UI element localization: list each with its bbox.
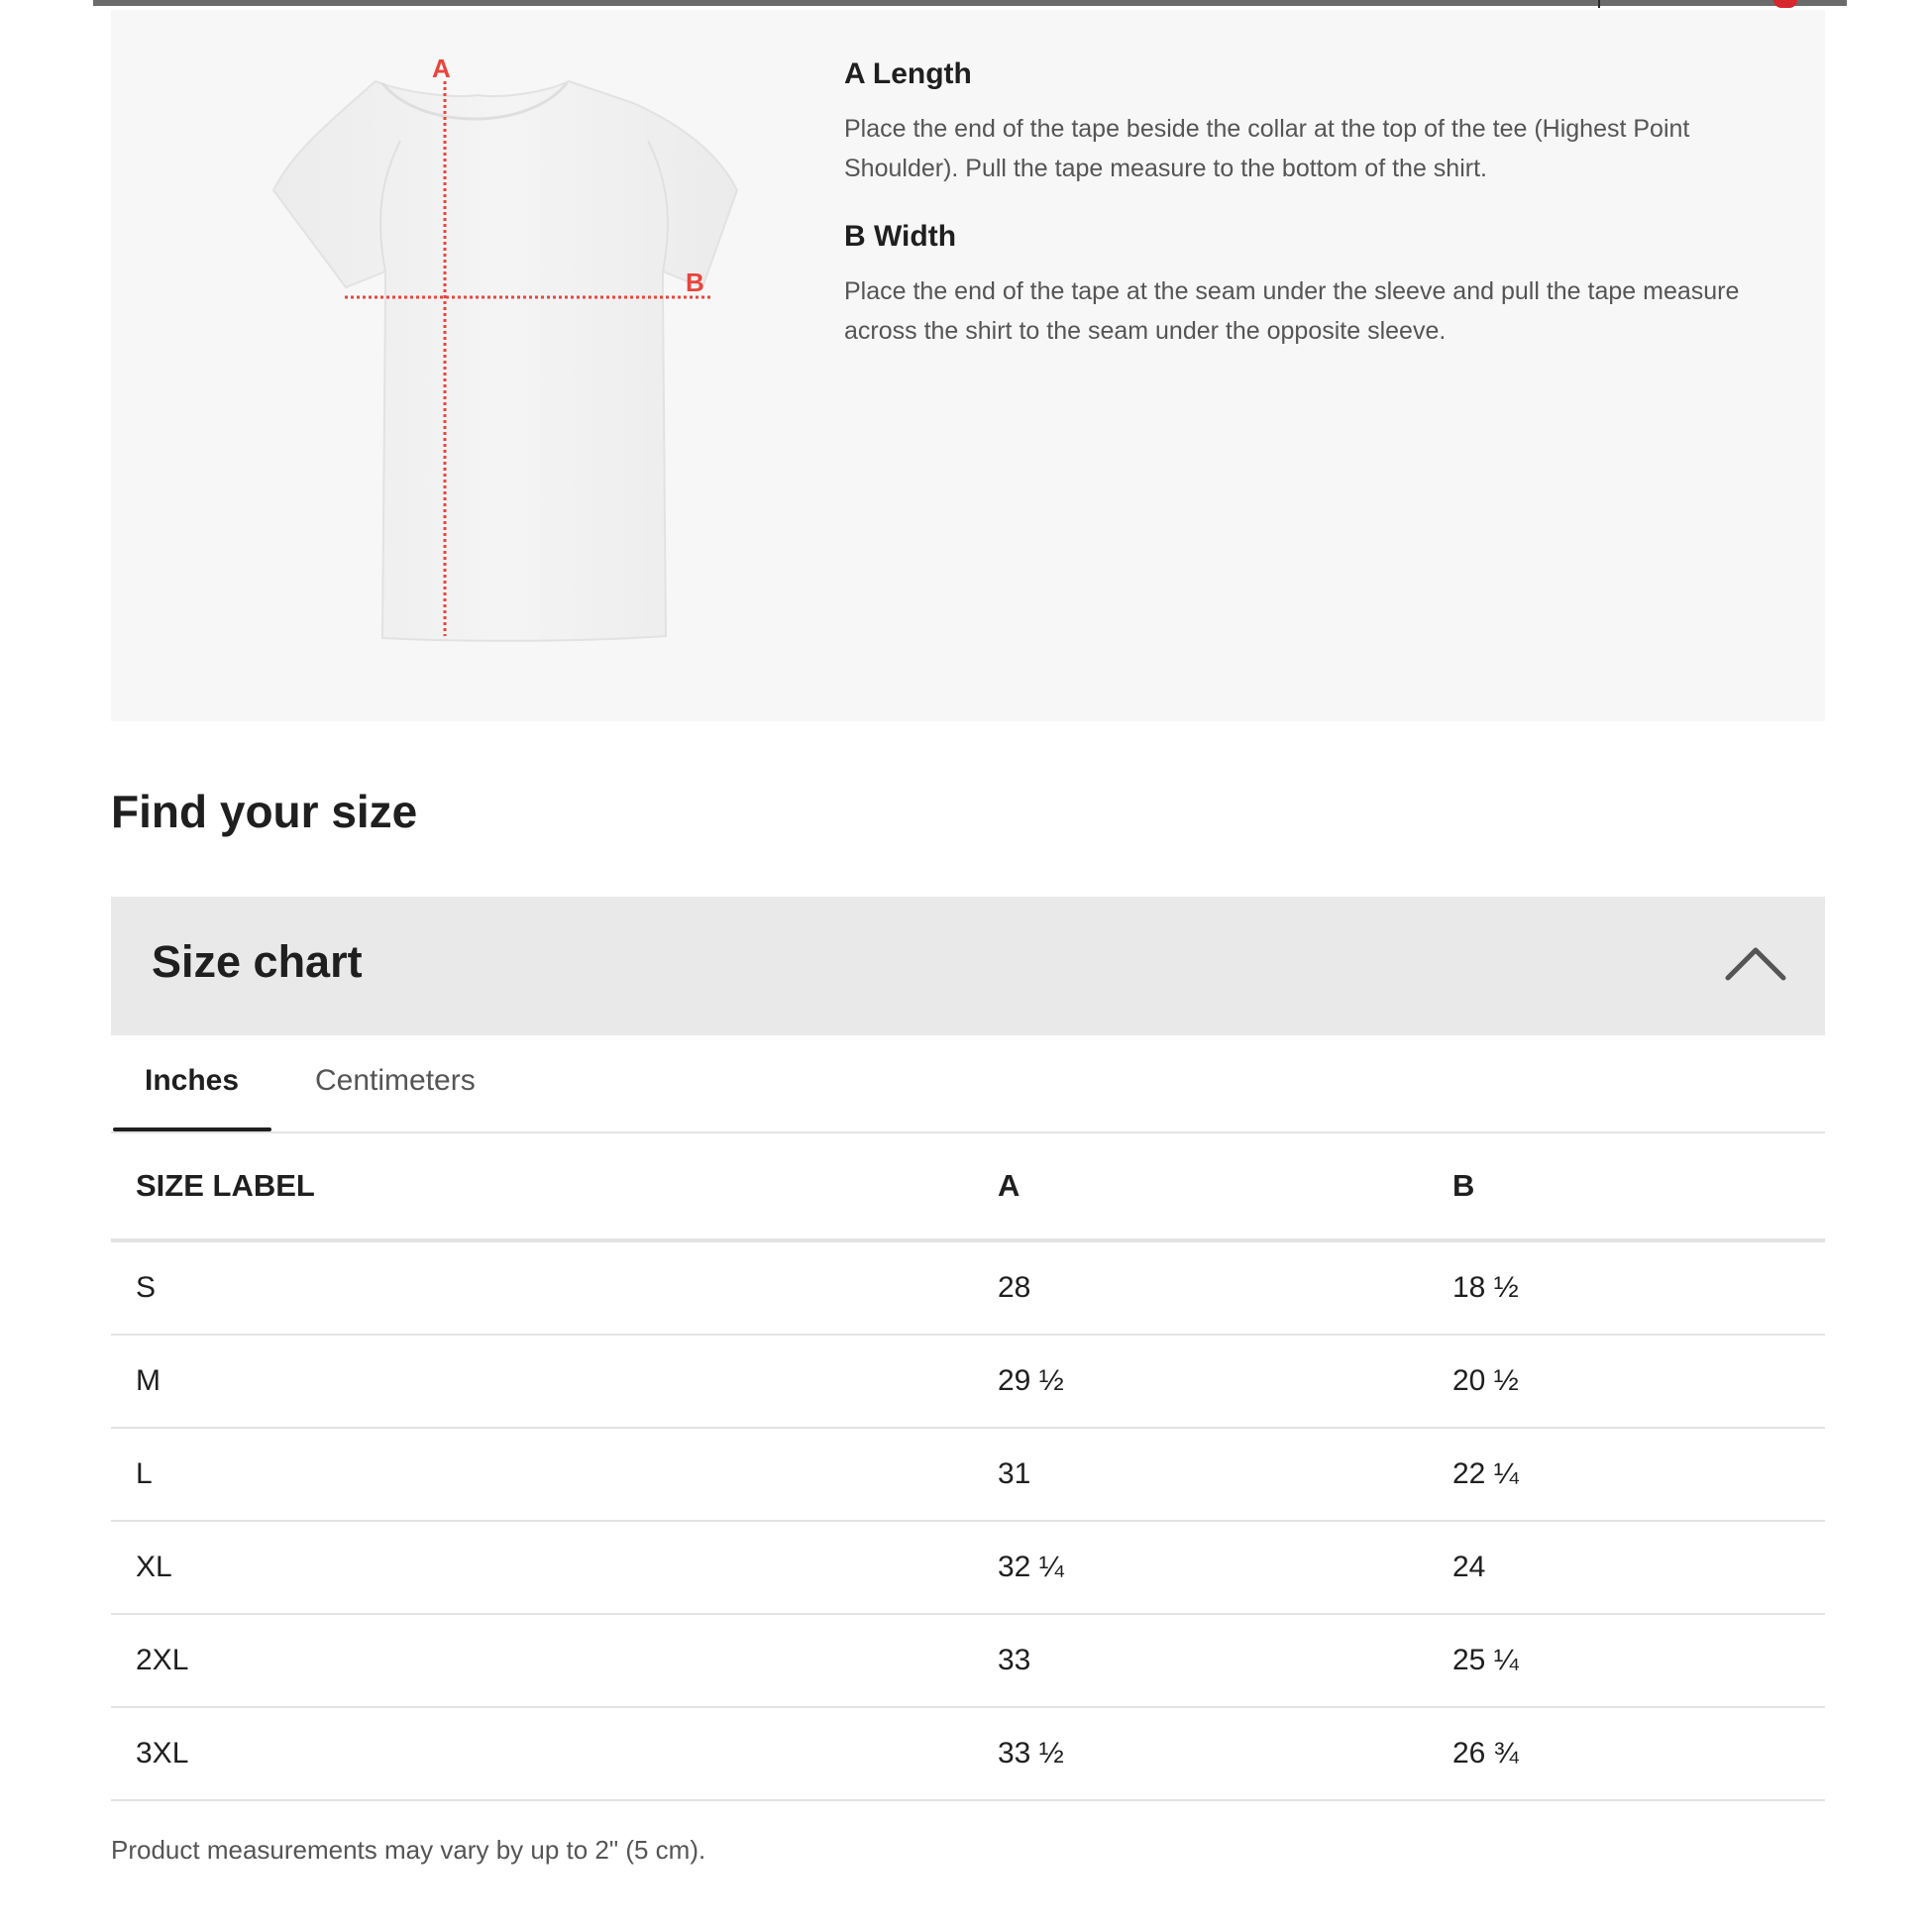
measurement-a-cell: 33 ½	[973, 1707, 1428, 1800]
column-header-a: A	[973, 1133, 1428, 1240]
measurement-instructions	[844, 57, 1766, 382]
top-scrollbar-track	[93, 0, 1847, 6]
measurement-b-cell: 20 ½	[1428, 1335, 1825, 1428]
tab-inches[interactable]: Inches	[145, 1064, 240, 1097]
measurement-a-cell: 32 ¼	[973, 1521, 1428, 1614]
chevron-up-icon[interactable]	[1724, 940, 1787, 984]
measurement-b-cell: 25 ¼	[1428, 1614, 1825, 1707]
label-b: B	[686, 268, 704, 297]
measurement-b-cell: 24	[1428, 1521, 1825, 1614]
size-chart-accordion-header[interactable]	[111, 897, 1825, 1035]
column-header-size-label: SIZE LABEL	[111, 1133, 973, 1240]
measurement-a-cell: 29 ½	[973, 1335, 1428, 1428]
tshirt-icon	[162, 42, 797, 676]
measurement-a-cell: 28	[973, 1240, 1428, 1335]
unit-tabs	[111, 1036, 1825, 1133]
measurement-b-cell: 22 ¼	[1428, 1428, 1825, 1521]
measurement-a-cell: 33	[973, 1614, 1428, 1707]
size-label-cell: M	[111, 1335, 973, 1428]
measurement-b-title: B Width	[844, 220, 957, 253]
column-header-b: B	[1428, 1133, 1825, 1240]
table-row	[111, 1521, 1825, 1614]
measurement-a-cell: 31	[973, 1428, 1428, 1521]
top-divider	[1598, 0, 1600, 8]
size-label-cell: 3XL	[111, 1707, 973, 1800]
measurement-guide-panel	[111, 10, 1825, 721]
table-row	[111, 1614, 1825, 1707]
active-tab-indicator	[113, 1127, 271, 1131]
measurement-b-cell: 18 ½	[1428, 1240, 1825, 1335]
size-label-cell: XL	[111, 1521, 973, 1614]
measurement-a-title: A Length	[844, 57, 972, 90]
size-label-cell: L	[111, 1428, 973, 1521]
table-row	[111, 1335, 1825, 1428]
find-your-size-heading: Find your size	[111, 786, 418, 837]
table-row	[111, 1428, 1825, 1521]
size-chart-title: Size chart	[152, 936, 363, 987]
tshirt-diagram	[162, 42, 797, 676]
tshirt-shape	[273, 81, 737, 641]
table-header-row	[111, 1133, 1825, 1240]
measurement-b-cell: 26 ¾	[1428, 1707, 1825, 1800]
table-row	[111, 1707, 1825, 1800]
tab-centimeters[interactable]: Centimeters	[315, 1064, 476, 1097]
measurement-a-description: Place the end of the tape beside the collar at the top of the tee (Highest Point Shoulder). Pull the tape measure to the bottom of the shirt.	[844, 115, 1690, 182]
size-table	[111, 1133, 1825, 1801]
measurement-disclaimer: Product measurements may vary by up to 2" (5 cm).	[111, 1835, 706, 1865]
size-label-cell: S	[111, 1240, 973, 1335]
table-row	[111, 1240, 1825, 1335]
size-label-cell: 2XL	[111, 1614, 973, 1707]
top-accent-mark	[1773, 0, 1797, 8]
measurement-b-description: Place the end of the tape at the seam under the sleeve and pull the tape measure across the shirt to the seam under the opposite sleeve.	[844, 277, 1740, 345]
label-a: A	[432, 54, 451, 83]
